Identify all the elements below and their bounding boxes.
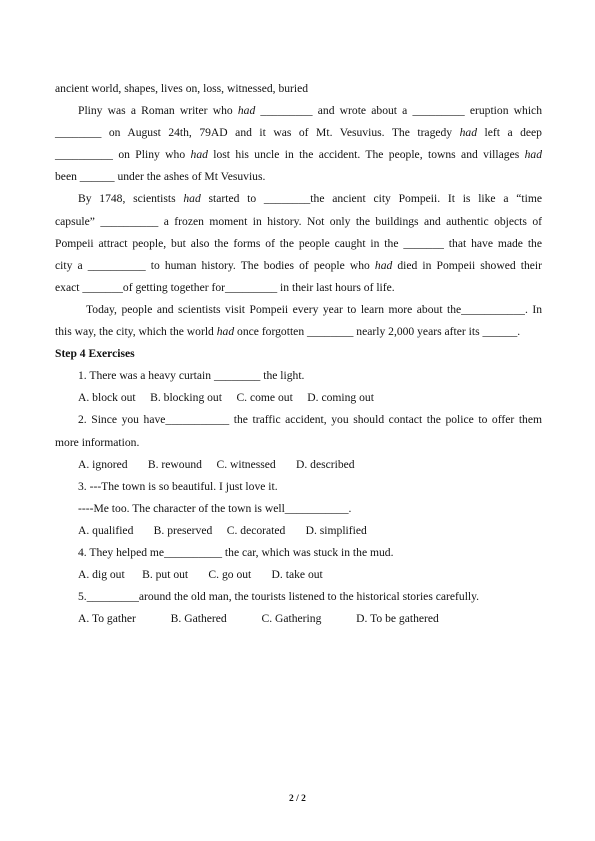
passage-p2-line-5: exact _______of getting together for_________ in their last hours of life. bbox=[55, 280, 395, 294]
text-run: By 1748, scientists bbox=[78, 192, 184, 206]
question-1-stem: 1. There was a heavy curtain ________ the light. bbox=[78, 369, 305, 383]
passage-p3-line-2 bbox=[55, 321, 542, 343]
italic-had: had bbox=[374, 258, 393, 272]
italic-had: had bbox=[183, 192, 201, 206]
passage-p1-line-4: been ______ under the ashes of Mt Vesuvius. bbox=[55, 170, 266, 184]
passage-p2-line-1 bbox=[55, 188, 542, 210]
question-4-options: A. dig out B. put out C. go out D. take out bbox=[78, 568, 323, 582]
italic-had: had bbox=[459, 126, 477, 140]
text-run: this way, the city, which the world bbox=[55, 325, 217, 339]
page-content bbox=[55, 78, 542, 630]
text-run: city a __________ to human history. The bodies of people who bbox=[55, 258, 375, 272]
question-2-stem-line-1: 2. Since you have___________ the traffic accident, you should contact the police to offer them bbox=[78, 413, 542, 427]
passage-p1-line-3 bbox=[55, 144, 542, 166]
question-3-stem-line-2: ----Me too. The character of the town is well___________. bbox=[78, 501, 352, 515]
italic-had: had bbox=[216, 325, 235, 339]
question-2-stem-line-2: more information. bbox=[55, 435, 140, 449]
page-number: 2 / 2 bbox=[289, 794, 306, 804]
question-3-options: A. qualified B. preserved C. decorated D. simplified bbox=[78, 523, 367, 537]
exercises-heading: Step 4 Exercises bbox=[55, 347, 135, 361]
question-5-options: A. To gather B. Gathered C. Gathering D. To be gathered bbox=[78, 612, 439, 626]
passage-p2-line-3: Pompeii attract people, but also the forms of the people caught in the _______ that have made the bbox=[55, 236, 542, 250]
text-run: died in Pompeii showed their bbox=[392, 258, 542, 272]
italic-had: had bbox=[190, 148, 208, 162]
text-run: left a deep bbox=[477, 126, 542, 140]
passage-p1-line-1 bbox=[55, 100, 542, 122]
text-run: Pliny was a Roman writer who bbox=[78, 104, 238, 118]
text-run: _________ and wrote about a _________ eruption which bbox=[255, 104, 542, 118]
text-run: once forgotten ________ nearly 2,000 years after its ______. bbox=[234, 325, 521, 339]
question-5-stem: 5._________around the old man, the tourists listened to the historical stories carefully. bbox=[78, 590, 480, 604]
text-run: started to ________the ancient city Pompeii. It is like a “time bbox=[200, 192, 542, 206]
passage-p1-line-2 bbox=[55, 122, 542, 144]
text-run: ________ on August 24th, 79AD and it was of Mt. Vesuvius. The tragedy bbox=[55, 126, 460, 140]
italic-had: had bbox=[237, 104, 256, 118]
passage-p3-line-1: Today, people and scientists visit Pompeii every year to learn more about the___________. In bbox=[86, 302, 542, 316]
italic-had: had bbox=[524, 148, 542, 162]
text-run: __________ on Pliny who bbox=[55, 148, 191, 162]
question-2-options: A. ignored B. rewound C. witnessed D. described bbox=[78, 457, 355, 471]
passage-p2-line-4 bbox=[55, 255, 542, 277]
passage-p2-line-2: capsule” __________ a frozen moment in history. Not only the buildings and authentic objects of bbox=[55, 214, 542, 228]
question-1-options: A. block out B. blocking out C. come out D. coming out bbox=[78, 391, 374, 405]
word-bank: ancient world, shapes, lives on, loss, witnessed, buried bbox=[55, 82, 309, 95]
text-run: lost his uncle in the accident. The people, towns and villages bbox=[207, 148, 525, 162]
question-3-stem-line-1: 3. ---The town is so beautiful. I just love it. bbox=[78, 479, 278, 493]
question-4-stem: 4. They helped me__________ the car, which was stuck in the mud. bbox=[78, 545, 394, 559]
